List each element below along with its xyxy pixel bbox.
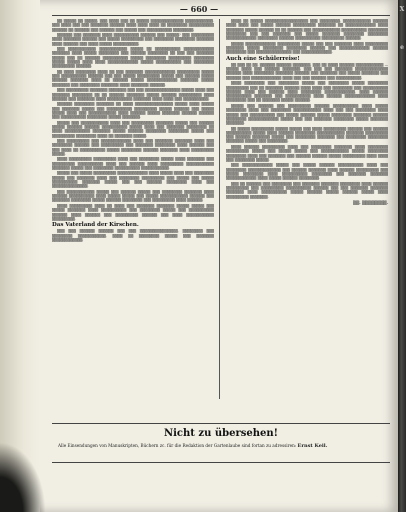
notice-text [58,443,384,450]
left-column-paragraph: ▒▒▒ ▒▒▒▒▒▒▒▒▒ ▒▒▒▒▒▒▒ ▒▒▒▒▒▒▒ ▒▒▒ ▒▒▒ ▒▒▒▒▒▒▒▒▒▒▒▒▒▒ ▒▒▒▒▒ ▒▒▒▒ ▒▒▒ ▒▒▒▒▒▒▒ ▒▒▒▒▒▒▒▒ ▒▒ ▒▒ ▒▒▒▒▒▒ ▒▒▒▒▒▒▒ ▒▒▒▒▒ ▒▒▒▒▒▒ ▒▒▒▒▒▒▒▒▒ ▒▒▒▒ ▒▒▒▒▒▒ ▒▒▒ ▒▒▒▒▒▒▒ ▒▒▒▒ ▒▒▒▒▒▒▒▒▒▒ ▒▒▒▒▒▒▒ ▒▒▒▒ ▒▒▒▒ ▒▒▒ ▒▒▒▒▒▒▒▒▒▒. [52,88,214,101]
column-divider [219,19,220,399]
left-column-paragraph: ▒▒▒ ▒▒▒▒▒▒▒▒▒ ▒▒▒ ▒▒▒▒▒▒▒▒▒▒▒▒ ▒▒▒▒ ▒▒▒ ▒▒▒▒▒▒▒ ▒▒▒▒▒▒▒ ▒▒▒▒ ▒▒▒ ▒▒▒▒▒▒▒▒ ▒▒▒▒▒▒ ▒▒▒ ▒▒▒▒▒▒▒▒▒ ▒▒▒ ▒▒▒▒▒▒▒ ▒▒▒▒▒▒▒▒ ▒▒▒▒ ▒▒▒▒▒▒ ▒▒▒ ▒▒▒ ▒▒▒▒ ▒▒ ▒▒▒▒▒▒▒▒▒▒ ▒▒▒▒▒ ▒▒▒▒▒▒▒▒ ▒▒▒▒▒▒ ▒▒▒▒▒▒▒ ▒▒▒▒ ▒▒▒▒▒▒▒▒▒ ▒▒▒▒▒. [52,139,214,156]
notice-body: Alle Einsendungen von Manuskripten, Büchern zc. für die Redaktion der Gartenlaube sind fortan zu adressiren: [58,443,297,448]
left-column-paragraph: ▒▒▒▒▒▒ ▒▒▒▒▒▒▒▒ ▒▒▒▒▒▒▒ ▒▒ ▒▒▒▒ ▒▒▒▒▒▒▒▒▒▒▒▒▒▒▒ ▒▒▒▒▒ ▒▒▒▒ ▒▒▒▒▒ ▒▒▒ ▒▒▒▒▒▒▒ ▒▒▒▒▒ ▒▒▒ ▒▒▒▒▒▒▒▒▒▒ ▒▒▒▒▒▒▒▒▒ ▒▒▒▒▒ ▒▒▒▒▒▒ ▒▒▒ ▒▒▒▒▒ ▒▒▒▒▒ ▒▒▒▒ ▒▒▒ ▒▒▒▒▒▒▒▒▒▒▒ ▒▒▒▒ ▒▒▒▒▒▒ ▒▒▒▒▒ ▒▒▒▒▒▒▒ ▒▒▒▒▒▒ ▒▒▒▒▒▒ ▒▒▒ ▒▒▒▒▒▒▒▒▒▒ ▒▒▒▒▒▒▒▒ ▒▒▒▒▒ ▒▒▒▒▒▒▒. [52,102,214,120]
right-column-paragraphs-top [226,19,388,55]
left-column-paragraphs [52,19,214,221]
right-column-top-paragraph: ▒▒▒▒▒ ▒▒▒▒▒▒▒▒▒▒▒▒ ▒▒▒▒▒▒▒▒▒ ▒▒▒▒▒ ▒▒▒ ▒▒▒ ▒▒▒▒▒▒▒ ▒▒▒▒ ▒▒▒▒▒▒▒▒▒ ▒▒▒▒▒▒▒ ▒▒▒▒▒ ▒▒▒▒▒▒▒▒ ▒▒▒▒▒▒▒▒ ▒▒▒▒▒▒ ▒▒▒ ▒▒▒▒▒▒▒▒▒▒▒▒ ▒▒▒▒▒▒ ▒▒▒▒▒▒▒▒ ▒▒▒ ▒▒▒▒▒▒▒▒▒▒▒▒▒▒ ▒▒▒ ▒▒▒▒▒▒▒▒▒▒▒▒. [226,41,388,55]
notice-signature: Ernst Keil. [297,443,328,449]
right-section-heading: Auch eine Schülerreise! [226,55,300,62]
edge-letter: X [399,6,405,13]
right-column-bottom-paragraph: ▒▒▒ ▒▒ ▒▒▒▒▒▒ ▒▒▒ ▒▒▒▒▒▒▒▒ ▒▒▒ ▒▒▒▒▒▒▒ ▒▒▒▒▒▒▒ ▒▒▒▒▒▒▒▒ ▒▒▒▒ ▒▒▒▒▒▒ ▒▒▒▒▒▒▒▒▒ ▒▒▒ ▒▒▒▒▒▒▒▒▒ ▒▒▒▒▒▒▒▒▒▒ ▒▒▒▒▒▒ ▒▒▒ ▒▒▒ ▒▒▒▒▒▒▒ ▒▒▒▒▒▒▒ ▒▒▒▒▒▒▒ ▒▒▒▒ ▒▒▒▒▒▒▒▒▒▒ ▒▒▒▒▒ ▒▒▒▒▒▒ ▒▒▒▒▒ ▒▒▒▒▒▒ ▒▒▒▒▒ ▒▒▒▒ ▒▒▒▒▒▒▒▒▒ ▒▒▒▒▒▒▒. [226,181,388,199]
left-column-paragraph: ▒▒ ▒▒▒▒▒ ▒▒ ▒▒▒▒▒, ▒▒▒ ▒▒▒▒ ▒▒▒ ▒▒ ▒▒▒▒▒ ▒▒▒▒▒▒▒▒▒▒▒▒▒ ▒▒▒▒▒▒▒▒▒▒▒. ▒▒▒ ▒▒▒▒ ▒▒▒ ▒▒▒ ▒▒▒▒▒▒▒ ▒▒▒▒▒▒ ▒▒▒▒ ▒▒▒▒ ▒▒▒▒ ▒▒ ▒▒▒▒▒▒▒▒ ▒▒▒▒▒▒▒▒▒▒ ▒▒▒▒▒▒ ▒▒ ▒▒▒▒▒▒ ▒▒▒ ▒▒▒▒▒▒ ▒▒▒ ▒▒▒▒▒ ▒▒▒ ▒▒▒▒▒▒▒▒▒▒ ▒▒▒▒▒▒▒▒. [52,19,214,32]
edge-letter: e [400,44,404,51]
right-column-bottom-paragraph: ▒▒▒ ▒▒▒▒▒▒▒▒▒▒▒▒ ▒▒▒▒▒ ▒▒▒ ▒▒▒▒▒ ▒▒▒▒▒▒ ▒▒▒▒▒▒▒▒▒▒ ▒▒▒▒ ▒▒▒ ▒▒▒▒▒▒▒▒ ▒▒▒▒▒▒▒▒▒▒▒▒▒ ▒▒▒ ▒▒▒▒▒▒ ▒▒▒▒▒▒▒ ▒▒▒▒ ▒▒▒▒▒▒ ▒▒▒▒▒▒▒▒▒ ▒▒▒ ▒▒▒▒▒ ▒▒▒▒▒▒▒▒ ▒▒▒▒ ▒▒▒▒▒▒▒▒▒▒ ▒▒▒▒▒▒▒▒ ▒▒▒ ▒▒▒▒▒▒▒ ▒▒▒▒▒▒▒ ▒▒▒▒▒▒▒▒▒▒▒▒ ▒▒▒▒ ▒▒▒▒▒ ▒▒▒▒▒▒ ▒▒▒▒▒▒▒▒. [226,163,388,181]
binding-edge [0,0,40,512]
page-wear-shadow [0,442,46,512]
header-rule [52,15,390,16]
left-column [52,19,214,419]
notice-top-rule [52,423,390,424]
notice-title: Nicht zu übersehen! [163,428,278,439]
left-column-paragraph: ▒▒▒▒▒ ▒▒▒ ▒▒▒▒▒▒▒▒▒▒▒ ▒▒▒▒ ▒▒▒ ▒▒▒▒▒▒▒▒▒ ▒▒▒▒▒▒▒ ▒▒▒▒▒ ▒▒▒ ▒▒▒▒▒▒ ▒▒▒▒▒ ▒▒▒▒▒▒ ▒▒▒▒▒▒ ▒▒▒▒▒▒▒▒▒▒ ▒▒▒▒▒ ▒▒▒▒ ▒▒▒ ▒▒▒▒▒▒▒ ▒▒▒▒▒▒▒▒ ▒▒ ▒▒▒▒ ▒▒▒▒▒▒▒▒▒▒ ▒▒▒▒▒▒▒ ▒▒▒▒▒ ▒▒▒▒▒▒ ▒▒▒▒▒▒▒▒ ▒▒▒▒▒▒▒▒ ▒▒▒▒▒ ▒▒▒ ▒▒▒▒▒▒▒▒▒ ▒▒▒▒▒▒▒▒ ▒▒▒▒ ▒▒ ▒▒▒▒▒▒▒ ▒▒▒▒▒. [52,120,214,138]
left-column-paragraph: ▒▒▒▒▒ ▒▒▒ ▒▒▒▒▒ ▒▒▒▒▒▒▒▒▒ ▒▒▒▒▒▒▒▒▒▒▒▒ ▒▒▒▒ ▒▒▒▒▒ ▒▒▒▒ ▒▒▒ ▒▒▒▒▒▒▒▒ ▒▒▒▒▒ ▒▒▒ ▒▒▒▒▒▒▒ ▒▒▒▒ ▒▒▒ ▒▒▒▒▒▒▒▒ ▒▒▒▒▒▒▒▒▒ ▒▒▒ ▒▒▒▒▒ ▒▒▒ ▒▒▒▒▒ ▒▒▒▒▒▒▒▒▒▒ ▒▒▒▒▒▒▒ ▒▒▒▒▒ ▒▒▒ ▒▒▒ ▒▒▒▒▒▒ ▒▒▒▒▒▒▒▒ ▒▒▒▒ ▒▒▒ ▒▒▒▒▒▒▒▒▒▒▒▒▒▒. [52,171,214,189]
right-column-bottom-paragraph: ▒▒ ▒▒▒ ▒▒ ▒▒. ▒▒▒▒▒▒ ▒▒▒▒▒▒ ▒▒▒▒▒▒▒, ▒▒▒ ▒▒ ▒▒▒▒ ▒▒▒▒▒▒ ▒▒▒▒▒▒▒▒▒▒▒ — ▒▒▒▒▒ ▒▒▒▒ ▒▒▒ ▒▒▒▒▒▒ ▒▒▒▒▒▒▒, ▒▒▒ ▒▒▒ ▒▒▒ ▒▒▒▒▒▒▒ ▒▒▒▒▒▒▒▒▒▒▒▒▒ ▒▒▒▒▒▒ ▒▒▒▒ ▒▒▒▒▒▒▒▒ ▒▒▒▒▒▒▒ ▒▒▒▒▒▒ ▒▒▒ ▒▒▒▒▒▒▒ ▒▒▒ ▒▒▒▒▒ ▒▒▒▒▒▒▒ ▒▒▒ ▒▒▒▒▒▒ ▒▒▒ ▒▒▒▒▒▒▒▒▒▒▒▒ ▒▒▒▒ ▒▒▒ ▒▒▒ ▒▒▒▒▒▒ ▒▒▒ ▒▒▒▒▒▒▒▒▒▒. [226,62,388,80]
left-column-paragraph: ▒▒▒ ▒▒▒▒▒▒▒▒▒▒▒ ▒▒▒▒▒▒▒▒▒▒▒ ▒▒▒▒▒ ▒▒ ▒▒▒▒▒▒▒▒▒▒ ▒▒▒▒▒▒▒▒▒▒▒▒ ▒▒▒▒▒▒▒ ▒▒▒▒ ▒▒▒▒▒ ▒▒▒▒▒▒▒▒ ▒▒▒ ▒▒▒▒▒▒ ▒▒▒▒▒▒▒▒ ▒▒ ▒▒▒ ▒▒▒ ▒▒▒▒▒▒▒ ▒▒▒▒▒ ▒▒▒ ▒▒ ▒▒▒▒▒▒ ▒▒▒▒▒▒▒▒▒▒ ▒▒▒▒▒ ▒▒▒▒▒▒▒▒ ▒▒▒▒▒▒▒▒▒ ▒▒▒▒▒▒▒▒ ▒▒▒▒▒ ▒▒▒▒▒ ▒▒▒▒ ▒▒▒▒ ▒▒▒▒▒▒▒▒▒▒▒▒ ▒▒▒▒▒ ▒▒▒▒▒▒▒▒▒▒ ▒▒▒ ▒▒▒▒▒▒▒▒ ▒▒▒▒▒▒▒▒▒ ▒▒▒▒▒▒. [52,47,214,69]
right-column-top-paragraph: ▒▒▒▒ ▒▒ ▒▒▒▒▒ ▒▒▒▒▒▒▒▒▒▒▒▒▒▒▒▒▒ ▒▒▒ ▒▒▒▒▒▒▒▒, ▒▒▒▒▒▒▒▒▒▒▒ ▒▒▒▒▒▒ ▒▒▒▒ ▒▒▒▒ ▒▒▒ ▒▒▒▒▒ ▒▒▒▒▒▒ ▒▒▒▒▒▒▒▒▒ ▒▒▒▒▒▒▒ ▒▒ ▒▒▒▒▒▒▒▒▒▒▒▒ ▒▒▒▒ ▒▒▒▒▒▒▒ ▒▒▒▒▒ ▒▒▒▒▒▒ ▒▒ ▒▒ ▒▒▒▒▒▒ ▒▒▒ ▒▒▒▒▒▒▒▒▒▒▒ ▒▒▒▒▒▒▒▒▒▒ ▒▒▒▒▒▒▒▒ ▒▒▒▒▒▒▒▒ ▒▒▒ ▒▒▒ ▒▒▒▒▒▒▒ ▒▒▒ ▒▒▒▒▒ ▒▒▒▒▒▒▒ ▒▒▒▒▒▒▒▒ ▒▒▒▒▒▒▒▒ ▒▒▒▒▒▒▒▒▒▒▒▒ ▒▒▒▒▒▒▒▒ ▒▒▒▒▒▒ ▒▒▒▒▒▒▒▒▒▒ ▒▒▒▒▒▒▒▒▒ ▒▒▒▒▒▒. [226,19,388,41]
left-column-paragraph: ▒▒▒ ▒▒▒▒▒▒▒▒▒▒▒ ▒▒▒▒▒ ▒▒▒ ▒▒▒▒▒▒ ▒▒▒▒▒ ▒▒▒ ▒▒▒▒▒▒▒▒ ▒▒▒▒▒▒▒ ▒▒▒▒ ▒▒▒▒▒▒ ▒▒▒▒▒▒▒▒▒▒ ▒▒▒▒ ▒▒▒▒▒ ▒▒▒▒▒ ▒▒▒ ▒▒▒▒▒ ▒▒▒▒▒▒▒▒▒▒▒ ▒▒▒▒▒▒ ▒▒▒ ▒▒▒▒▒▒▒ ▒▒▒▒▒▒▒▒ ▒▒▒▒▒ ▒▒▒▒▒▒ ▒▒▒▒▒▒▒▒ ▒▒▒ ▒▒▒▒▒▒▒▒▒ ▒▒▒▒ ▒▒▒▒▒▒. [52,189,214,203]
notice-bottom-rule [52,462,390,463]
adjacent-page-edge [398,0,406,512]
right-column-paragraphs-bottom [226,63,388,199]
left-column-paragraph: ▒▒▒▒ ▒▒▒▒▒▒▒▒▒ ▒▒▒▒ ▒▒ ▒▒▒▒ ▒▒▒ ▒▒▒▒▒▒▒ ▒▒▒▒▒▒▒ ▒▒▒▒▒ ▒▒▒▒▒ ▒▒▒ ▒▒▒▒▒ ▒▒▒▒▒▒▒ ▒▒▒▒ ▒▒▒▒▒▒▒▒▒▒ ▒▒▒ ▒▒▒▒▒▒▒▒ ▒▒▒▒▒ ▒▒▒ ▒▒▒▒▒▒▒▒▒▒ ▒▒▒▒▒▒ ▒▒▒▒ ▒▒▒▒▒▒ ▒▒▒ ▒▒▒▒▒▒▒▒▒ ▒▒▒▒▒▒ ▒▒▒ ▒▒▒▒ ▒▒▒▒▒▒▒▒▒▒▒ ▒▒▒▒▒▒▒▒▒. [52,203,214,221]
right-column-signature: ▒▒. ▒▒▒▒▒▒▒▒. [353,199,388,205]
right-column-bottom-paragraph: ▒▒▒▒▒ ▒▒▒ ▒▒▒▒▒▒ ▒▒▒ ▒▒▒▒▒▒▒▒▒ ▒▒▒▒▒▒ ▒▒▒▒▒▒▒▒▒▒ ▒▒▒▒ ▒▒▒▒▒ ▒▒▒▒▒▒▒▒ ▒▒▒▒ ▒▒▒ ▒▒▒▒▒▒▒▒ ▒▒▒▒▒▒▒▒▒▒▒ ▒▒▒▒ ▒▒▒ ▒▒▒ ▒▒▒▒▒▒▒▒ ▒▒▒▒ ▒▒▒▒▒ ▒▒▒ ▒▒▒▒▒▒▒▒▒▒ ▒▒▒ ▒▒▒▒▒ ▒▒▒▒▒▒ ▒▒▒▒▒ ▒▒▒▒▒▒▒▒ ▒▒▒▒▒▒▒ ▒▒▒▒▒▒ ▒▒▒▒▒▒▒▒ ▒▒▒▒▒▒▒▒▒▒▒▒ ▒▒▒▒▒ ▒▒▒ ▒▒▒ ▒▒▒▒▒▒▒ ▒▒▒▒▒▒▒▒ ▒▒▒▒▒ ▒▒▒▒▒▒▒ ▒▒▒▒▒▒▒. [226,103,388,126]
right-column-bottom-paragraph: ▒▒ ▒▒▒▒▒ ▒▒▒▒▒▒▒▒▒ ▒▒▒▒▒ ▒▒▒▒▒ ▒▒▒ ▒▒▒▒ ▒▒▒▒▒▒▒▒▒ ▒▒▒▒▒▒ ▒▒▒ ▒▒▒▒▒▒ ▒▒▒▒▒▒▒▒▒▒ ▒▒▒▒▒ ▒▒▒▒ ▒▒▒▒▒▒ ▒▒▒▒▒▒▒▒ ▒▒▒▒▒▒▒▒▒▒▒ ▒▒▒▒▒▒▒ ▒▒▒▒▒▒▒▒▒ ▒▒▒ ▒▒▒▒▒▒ ▒▒▒▒▒▒▒ ▒▒▒▒▒ ▒▒▒ ▒▒▒▒▒▒▒▒ ▒▒▒▒▒▒▒ ▒▒▒ ▒▒▒▒▒▒▒▒ ▒▒▒▒▒▒▒▒ ▒▒▒▒▒▒▒ ▒▒▒▒▒ ▒▒▒ ▒▒▒▒▒▒▒▒. [226,126,388,144]
right-column-bottom-paragraph: ▒▒▒▒ ▒▒▒▒▒▒▒▒ ▒▒▒ ▒▒▒▒▒▒▒▒ ▒▒▒▒▒ ▒▒▒ ▒▒▒▒▒▒▒▒ ▒▒▒▒▒ ▒▒▒▒▒▒▒▒ ▒▒▒▒▒▒▒▒▒ ▒▒▒ ▒▒ ▒▒▒▒▒▒▒ ▒▒▒▒▒▒ ▒▒▒▒ ▒▒▒▒ ▒▒▒ ▒▒▒▒▒▒▒▒ ▒▒▒ ▒▒▒▒▒▒▒▒▒▒ ▒▒▒▒▒▒ ▒▒▒▒ ▒▒▒ ▒▒▒▒▒▒ ▒▒▒▒ ▒▒▒▒▒▒▒▒ ▒▒▒▒▒▒▒▒▒▒▒▒, ▒▒▒▒ ▒▒▒▒▒▒ ▒▒▒▒▒▒▒▒▒▒ ▒▒▒▒▒▒▒ ▒▒▒ ▒▒▒▒▒▒▒▒▒▒ ▒▒▒▒ ▒▒▒▒▒▒ ▒▒▒▒▒▒▒▒▒▒▒▒ ▒▒▒▒ ▒▒▒▒▒▒▒▒ ▒▒▒ ▒▒ ▒▒▒▒▒▒▒ ▒▒▒▒▒ ▒▒▒▒▒▒. [226,81,388,103]
left-column-paragraph: ▒▒▒▒ ▒▒▒▒▒▒▒▒▒ ▒▒▒▒▒▒▒▒▒ ▒▒▒▒ ▒▒▒ ▒▒▒▒▒▒▒▒ ▒▒▒▒▒ ▒▒▒▒ ▒▒▒▒▒▒▒ ▒▒▒ ▒▒▒▒▒▒▒▒▒ ▒▒▒▒▒▒▒▒▒▒ ▒▒▒▒ ▒▒▒ ▒▒▒▒▒▒ ▒▒▒▒ ▒▒▒▒▒▒▒▒▒ ▒▒▒▒▒▒▒▒▒▒▒ ▒▒▒▒▒▒▒ ▒▒▒▒▒ ▒▒▒ ▒▒▒▒▒▒▒▒ ▒▒▒▒▒▒▒▒▒▒ ▒▒▒▒▒▒▒▒▒▒▒. [52,157,214,170]
right-column [226,19,388,391]
right-column-bottom-paragraph: ▒▒▒▒ ▒▒▒▒▒▒ ▒▒▒▒▒▒▒▒▒ ▒▒▒▒ ▒▒▒ ▒▒▒▒▒▒▒▒ ▒▒▒▒▒▒▒ ▒▒▒▒ ▒▒▒▒▒▒▒▒ ▒▒▒▒▒▒▒▒▒ ▒▒▒▒▒ ▒▒▒ ▒▒▒▒▒ ▒▒▒▒▒ ▒▒▒ ▒▒▒▒▒▒▒▒▒▒▒ ▒▒▒▒▒ ▒▒▒▒▒▒▒▒ ▒▒▒▒▒▒▒▒ ▒▒▒▒ ▒▒▒ ▒▒▒▒▒▒▒ ▒▒▒ ▒▒▒▒▒▒ ▒▒▒▒▒▒ ▒▒▒▒▒ ▒▒▒▒▒▒▒▒▒ ▒▒▒▒ ▒▒▒▒ ▒▒▒ ▒▒▒▒▒▒▒▒ ▒▒▒▒▒. [226,144,388,162]
left-section-heading: Das Vaterland der Kirschen. [52,222,139,229]
left-column-paragraph: ▒▒ ▒▒▒▒ ▒▒▒▒▒▒▒▒ ▒▒▒▒ ▒▒ ▒▒▒ ▒▒▒▒▒▒▒ ▒▒▒▒▒▒▒▒▒▒▒▒ ▒▒▒▒▒▒▒▒▒ ▒▒▒▒▒ ▒▒▒ ▒▒▒▒▒▒▒▒▒▒ ▒▒▒▒▒▒ ▒▒▒ ▒▒▒ ▒▒▒▒▒ ▒▒▒▒▒▒▒▒▒ ▒▒▒▒▒ ▒▒▒ ▒▒▒▒▒▒ ▒▒▒▒▒ ▒▒▒▒▒▒ ▒▒▒▒▒▒▒ ▒▒▒▒ ▒▒ ▒▒▒▒▒▒ ▒▒▒▒▒ ▒▒▒▒▒▒▒▒▒▒▒▒ ▒▒▒▒▒▒▒ ▒▒▒▒▒ ▒▒▒▒▒▒▒ ▒▒▒ ▒▒▒▒▒▒▒▒ ▒▒▒▒▒▒▒ ▒▒▒▒ ▒▒▒▒▒▒▒ ▒▒▒▒▒▒. [52,69,214,87]
page-number: — 660 — [179,4,219,14]
left-section-text: ▒▒▒ ▒▒▒ ▒▒▒▒▒▒ ▒▒▒▒▒▒ ▒▒▒ ▒▒▒ ▒▒▒▒▒▒▒▒▒▒▒▒▒▒▒, ▒▒▒▒▒▒▒▒ ▒▒▒ ▒▒▒▒▒▒▒▒ ▒▒▒▒▒▒▒▒▒▒▒, ▒▒▒▒ ▒▒ ▒▒▒▒▒▒▒▒ ▒▒▒▒▒ ▒▒▒ ▒▒▒▒▒▒▒ ▒▒▒▒▒▒▒▒▒▒▒▒. [52,229,214,243]
left-column-paragraph: ▒▒▒▒▒▒ ▒▒▒ ▒▒▒▒▒▒▒ ▒▒▒▒ ▒▒▒▒▒▒▒▒▒▒ ▒▒▒▒▒▒ ▒▒▒ ▒▒▒▒▒? ▒▒▒ ▒▒▒▒▒▒▒▒▒ ▒▒▒▒ ▒▒▒▒▒▒▒ ▒▒▒▒▒▒ ▒▒▒ ▒▒▒▒▒ ▒▒▒▒▒▒▒▒▒ ▒▒▒ ▒▒▒▒▒▒▒▒ ▒▒▒▒▒▒▒▒ ▒▒▒▒▒▒▒ ▒▒▒▒ ▒▒▒▒▒▒ ▒▒▒ ▒▒▒▒ ▒▒▒▒▒ ▒▒▒▒▒▒▒▒▒▒. [52,33,214,46]
